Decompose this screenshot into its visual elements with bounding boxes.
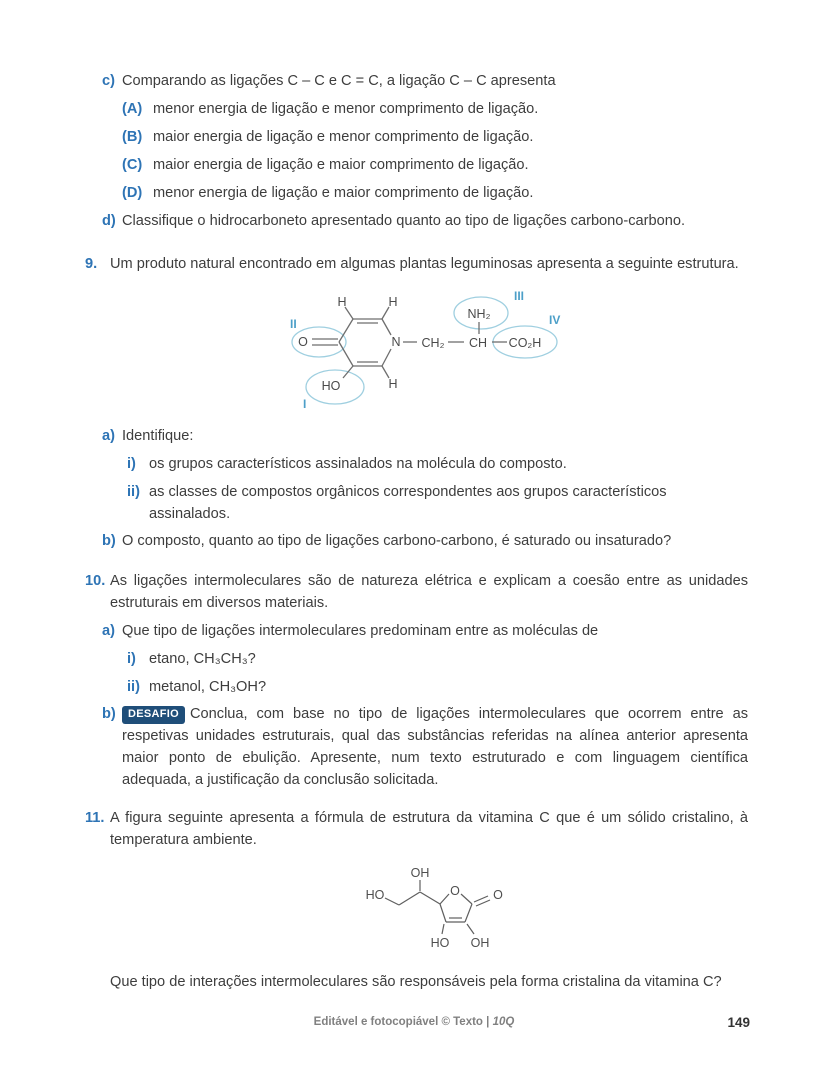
item-text: etano, CH₃CH₃?: [149, 651, 256, 667]
group-label-i: I: [303, 397, 307, 411]
atom-h-bottom-right: H: [388, 377, 398, 391]
question-9-stem: [85, 253, 748, 275]
item-text: Que tipo de ligações intermoleculares predominam entre as moléculas de: [122, 623, 599, 639]
desafio-badge: DESAFIO: [122, 706, 185, 724]
footer-edition: 10Q: [492, 1016, 515, 1028]
item-label: d): [102, 213, 116, 229]
item-label: ii): [127, 679, 140, 695]
item-text: Classifique o hidrocarboneto apresentado quanto ao tipo de ligações carbono-carbono.: [122, 213, 686, 229]
atom-oh-bottom: OH: [470, 936, 490, 950]
page-number: 149: [727, 1015, 750, 1030]
option-c: [122, 154, 748, 176]
question-text: A figura seguinte apresenta a fórmula de estrutura da vitamina C que é um sólido cristalino, à temperatura ambiente.: [110, 810, 748, 848]
atom-o-left: O: [298, 335, 308, 349]
item-label: a): [102, 623, 115, 639]
question-10a-ii: [127, 676, 748, 698]
option-text: maior energia de ligação e maior comprimento de ligação.: [153, 157, 529, 173]
option-a: [122, 98, 748, 120]
atom-nh2: NH₂: [467, 307, 491, 321]
question-9a-ii: [127, 481, 748, 525]
atom-h-top-left: H: [337, 295, 347, 309]
option-d: [122, 182, 748, 204]
item-text: [122, 703, 748, 791]
question-text: As ligações intermoleculares são de natureza elétrica e explicam a coesão entre as unidades estruturais em diversos materiais.: [110, 573, 748, 611]
question-8d: [102, 210, 748, 232]
question-11-stem: [85, 807, 748, 851]
atom-n: N: [391, 335, 401, 349]
option-label: (B): [122, 129, 143, 145]
question-10a: [102, 620, 748, 642]
item-label: b): [102, 533, 116, 549]
item-label: ii): [127, 484, 140, 500]
question-9a: [102, 425, 748, 447]
option-text: maior energia de ligação e menor comprimento de ligação.: [153, 129, 534, 145]
question-text: Que tipo de interações intermoleculares são responsáveis pela forma cristalina da vitamina C?: [110, 974, 722, 990]
question-10-stem: [85, 570, 748, 614]
group-label-iii: III: [514, 289, 525, 303]
item-text: Identifique:: [122, 428, 194, 444]
atom-h-top-right: H: [388, 295, 398, 309]
atom-ho-left: HO: [365, 888, 385, 902]
group-label-iv: IV: [549, 313, 561, 327]
question-11-final: [85, 971, 748, 993]
question-text: Um produto natural encontrado em algumas plantas leguminosas apresenta a seguinte estrutura.: [110, 256, 739, 272]
question-number: 10.: [85, 573, 106, 589]
question-number: 11.: [85, 810, 105, 826]
item-label: c): [102, 73, 115, 89]
option-text: menor energia de ligação e maior comprimento de ligação.: [153, 185, 534, 201]
mimosine-structure-diagram: [281, 289, 566, 413]
question-number: 9.: [85, 256, 98, 272]
atom-ho: HO: [321, 379, 341, 393]
atom-ch: CH: [468, 336, 488, 350]
question-8c: [102, 70, 748, 92]
atom-ch2: CH₂: [421, 336, 445, 350]
question-9b: [102, 530, 748, 552]
item-label: a): [102, 428, 115, 444]
option-text: menor energia de ligação e menor comprimento de ligação.: [153, 101, 539, 117]
challenge-text: Conclua, com base no tipo de ligações intermoleculares que ocorrem entre as respetivas unidades estruturais, qual das substâncias referidas na alínea anterior apresenta maior ponto de ebulição. Apresente, num texto estruturado e com linguagem científica adequada, a justificação da conclusão solicitada.: [122, 706, 748, 788]
atom-o-ring: O: [450, 884, 460, 898]
vitamin-c-structure-diagram: [350, 861, 525, 961]
option-label: (C): [122, 157, 143, 173]
item-label: i): [127, 456, 136, 472]
question-10b: [102, 703, 748, 791]
atom-co2h: CO₂H: [508, 336, 542, 350]
footer-text: Editável e fotocopiável © Texto |: [313, 1016, 493, 1028]
question-9a-i: [127, 453, 748, 475]
footer: [0, 1014, 828, 1030]
atom-oh-top: OH: [410, 866, 430, 880]
item-label: b): [102, 706, 116, 722]
option-b: [122, 126, 748, 148]
item-text: as classes de compostos orgânicos correspondentes aos grupos característicos assinalados.: [149, 484, 667, 522]
group-label-ii: II: [290, 317, 297, 331]
item-text: O composto, quanto ao tipo de ligações carbono-carbono, é saturado ou insaturado?: [122, 533, 672, 549]
item-label: i): [127, 651, 136, 667]
item-text: metanol, CH₃OH?: [149, 679, 267, 695]
atom-o-double: O: [493, 888, 503, 902]
option-label: (D): [122, 185, 143, 201]
item-text: Comparando as ligações C – C e C = C, a ligação C – C apresenta: [122, 73, 556, 89]
question-10a-i: [127, 648, 748, 670]
option-label: (A): [122, 101, 143, 117]
item-text: os grupos característicos assinalados na molécula do composto.: [149, 456, 567, 472]
atom-ho-bottom: HO: [430, 936, 450, 950]
